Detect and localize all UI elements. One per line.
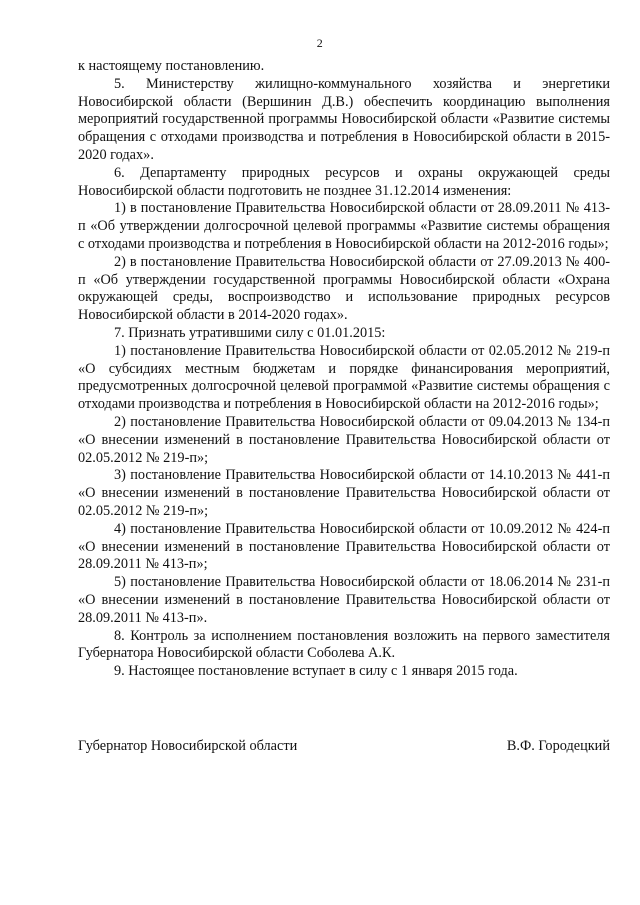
paragraph: 8. Контроль за исполнением постановления возложить на первого заместителя Губернатора Новосибирской области Соболева А.К.	[78, 627, 610, 662]
paragraph: 7. Признать утратившими силу с 01.01.2015:	[114, 324, 386, 341]
paragraph: 9. Настоящее постановление вступает в силу с 1 января 2015 года.	[114, 663, 518, 680]
paragraph: 3) постановление Правительства Новосибирской области от 14.10.2013 № 441-п «О внесении изменений в постановление Правительства Новосибирской области от 02.05.2012 № 219-п»;	[78, 467, 610, 519]
signatory-position: Губернатор Новосибирской области	[78, 738, 298, 754]
paragraph: 6. Департаменту природных ресурсов и охраны окружающей среды Новосибирской области подготовить не позднее 31.12.2014 изменения:	[78, 164, 610, 199]
paragraph: 1) постановление Правительства Новосибирской области от 02.05.2012 № 219-п «О субсидиях местным бюджетам и порядке финансирования мероприятий, предусмотренных долгосрочной целевой программой «Развитие системы обращения с отходами производства и потребления в Новосибирской области на 2012-2016 годы»;	[78, 342, 610, 413]
paragraph: к настоящему постановлению.	[78, 58, 265, 74]
signatory-name: В.Ф. Городецкий	[506, 738, 610, 754]
signature-block	[78, 738, 610, 756]
paragraph: 2) в постановление Правительства Новосибирской области от 27.09.2013 № 400-п «Об утверждении государственной программы Новосибирской области «Охрана окружающей среды, воспроизводство и использование природных ресурсов Новосибирской области в 2014-2020 годах».	[78, 253, 610, 324]
page-number: 2	[316, 36, 324, 50]
paragraph: 4) постановление Правительства Новосибирской области от 10.09.2012 № 424-п «О внесении изменений в постановление Правительства Новосибирской области от 28.09.2011 № 413-п»;	[78, 520, 610, 573]
document-body	[78, 58, 610, 681]
paragraph: 5. Министерству жилищно-коммунального хозяйства и энергетики Новосибирской области (Вершинин Д.В.) обеспечить координацию выполнения мероприятий государственной программы Новосибирской области «Развитие системы обращения с отходами производства и потребления в Новосибирской области в 2015-2020 годах».	[78, 75, 610, 163]
paragraph: 1) в постановление Правительства Новосибирской области от 28.09.2011 № 413-п «Об утверждении долгосрочной целевой программы «Развитие системы обращения с отходами производства и потребления в Новосибирской области на 2012-2016 годы»;	[78, 200, 610, 252]
paragraph: 2) постановление Правительства Новосибирской области от 09.04.2013 № 134-п «О внесении изменений в постановление Правительства Новосибирской области от 02.05.2012 № 219-п»;	[78, 413, 610, 466]
paragraph: 5) постановление Правительства Новосибирской области от 18.06.2014 № 231-п «О внесении изменений в постановление Правительства Новосибирской области от 28.09.2011 № 413-п».	[78, 574, 610, 626]
